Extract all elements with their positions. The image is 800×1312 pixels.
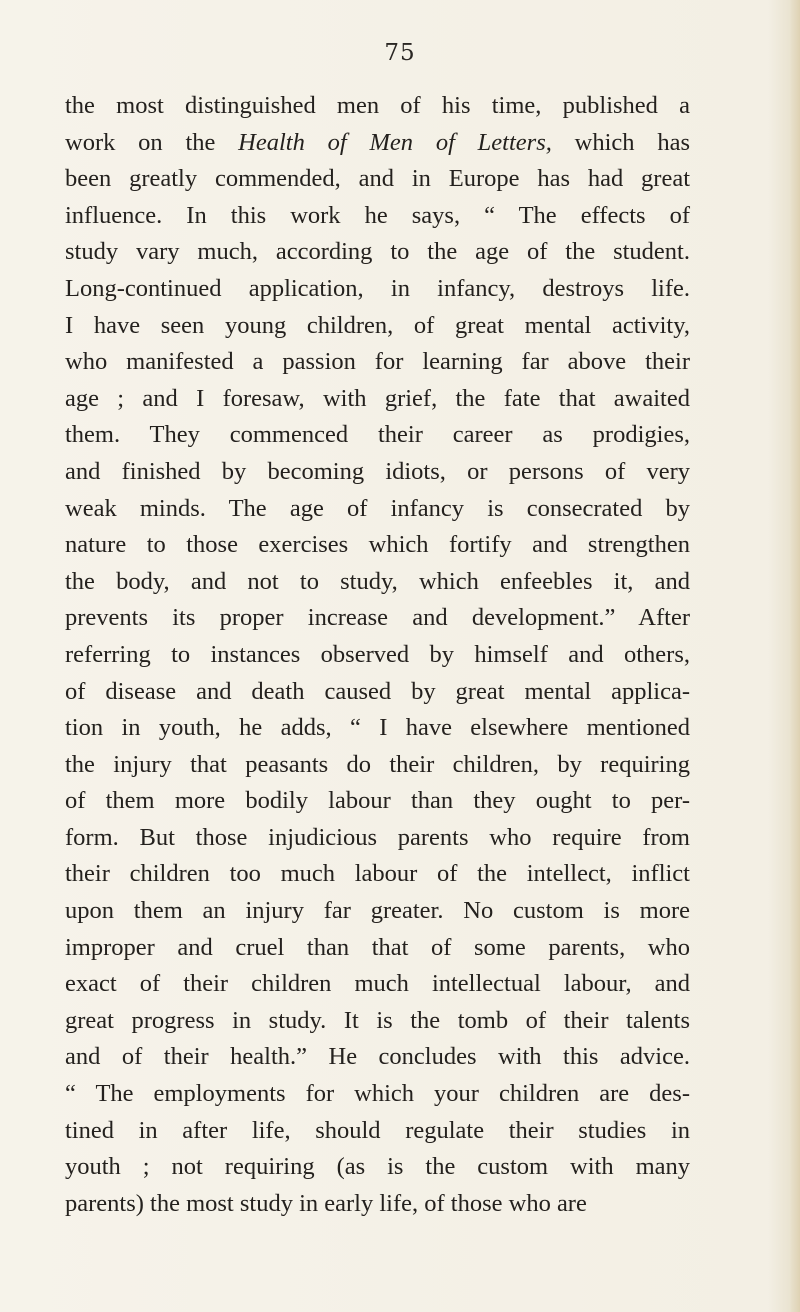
text-line: and finished by becoming idiots, or persons of very: [65, 457, 690, 485]
text-line: their children too much labour of the intellect, inflict: [65, 860, 690, 888]
text-line: the body, and not to study, which enfeebles it, and: [65, 567, 690, 595]
text-line: of them more bodily labour than they ought to per-: [65, 787, 690, 815]
text-segment: which has: [551, 128, 690, 156]
text-line: parents) the most study in early life, of those who are: [65, 1189, 587, 1217]
text-line: referring to instances observed by himself and others,: [65, 640, 690, 668]
text-line: improper and cruel than that of some parents, who: [65, 933, 690, 961]
text-line: youth ; not requiring (as is the custom with many: [65, 1153, 690, 1181]
text-line: of disease and death caused by great mental applica-: [65, 677, 690, 705]
book-title: Health of Men of Letters,: [238, 128, 552, 156]
text-line: exact of their children much intellectual labour, and: [65, 970, 690, 998]
text-line: weak minds. The age of infancy is consecrated by: [65, 494, 690, 522]
text-line: great progress in study. It is the tomb of their talents: [65, 1006, 690, 1034]
text-segment: work on the: [65, 128, 239, 156]
page-number: 75: [384, 40, 416, 66]
text-line: and of their health.” He concludes with this advice.: [65, 1043, 690, 1071]
text-line: them. They commenced their career as prodigies,: [65, 421, 690, 449]
text-line: study vary much, according to the age of the student.: [65, 238, 690, 266]
text-line: I have seen young children, of great mental activity,: [65, 311, 690, 339]
text-line: upon them an injury far greater. No custom is more: [65, 897, 690, 925]
text-line: the most distinguished men of his time, published a: [65, 92, 690, 119]
text-line: age ; and I foresaw, with grief, the fate that awaited: [65, 384, 690, 412]
text-line: “ The employments for which your children are des-: [65, 1080, 690, 1108]
text-line: influence. In this work he says, “ The effects of: [65, 201, 690, 229]
text-line: tined in after life, should regulate their studies in: [65, 1116, 690, 1144]
text-line: form. But those injudicious parents who require from: [65, 823, 690, 851]
text-line: Long-continued application, in infancy, destroys life.: [65, 274, 690, 302]
text-line: been greatly commended, and in Europe has had great: [65, 165, 690, 193]
text-line: prevents its proper increase and development.” After: [65, 604, 690, 632]
text-line: tion in youth, he adds, “ I have elsewhere mentioned: [65, 714, 690, 742]
page-spine-shadow: [790, 0, 800, 1312]
text-line-with-title: [65, 125, 690, 162]
text-line: who manifested a passion for learning far above their: [65, 348, 690, 376]
text-line: nature to those exercises which fortify and strengthen: [65, 531, 690, 559]
text-line: the injury that peasants do their children, by requiring: [65, 750, 690, 778]
body-text: [65, 88, 690, 1222]
